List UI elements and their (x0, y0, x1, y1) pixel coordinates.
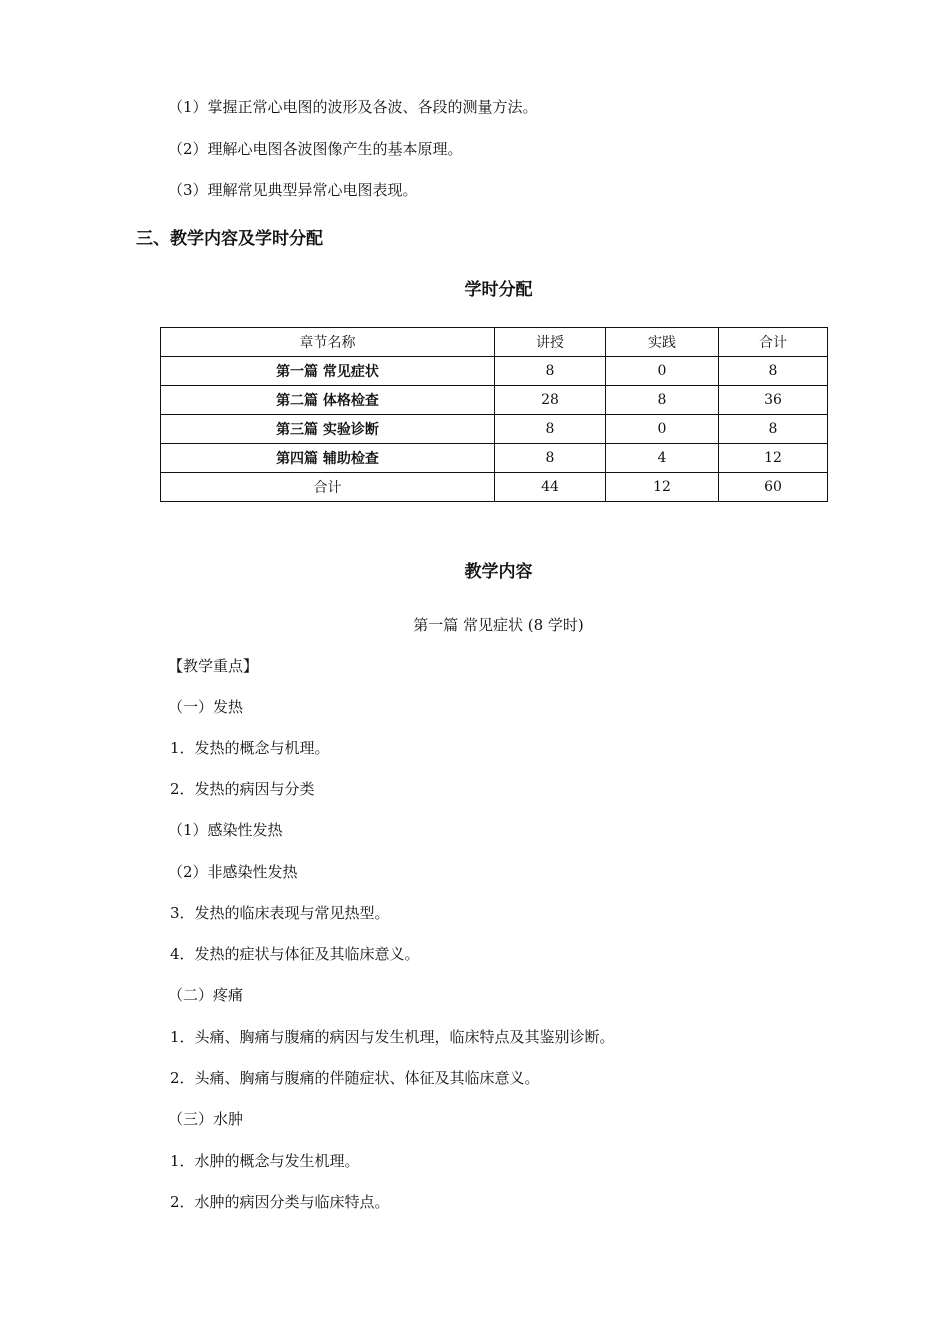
column-header: 章节名称 (161, 328, 495, 357)
table-cell: 合计 (161, 473, 495, 502)
objective-1: （1）掌握正常心电图的波形及各波、各段的测量方法。 (168, 98, 538, 116)
table-cell: 36 (719, 386, 828, 415)
table-cell: 第一篇 常见症状 (161, 357, 495, 386)
table-row (161, 357, 828, 386)
table-row (161, 444, 828, 473)
table-row (161, 415, 828, 444)
table-cell: 第四篇 辅助检查 (161, 444, 495, 473)
table-cell: 第三篇 实验诊断 (161, 415, 495, 444)
section-heading: 三、教学内容及学时分配 (136, 229, 323, 249)
table-cell: 8 (719, 415, 828, 444)
table-header-row (161, 328, 828, 357)
table-cell: 8 (719, 357, 828, 386)
subsection-heading: （一）发热 (168, 698, 244, 716)
content-title: 教学内容 (464, 562, 533, 582)
table-cell: 8 (495, 415, 606, 444)
content-item: 1．头痛、胸痛与腹痛的病因与发生机理，临床特点及其鉴别诊断。 (170, 1028, 615, 1046)
table-cell: 12 (606, 473, 719, 502)
content-item: 2．头痛、胸痛与腹痛的伴随症状、体征及其临床意义。 (170, 1069, 540, 1087)
table-cell: 第二篇 体格检查 (161, 386, 495, 415)
table-cell: 8 (495, 357, 606, 386)
part-title: 第一篇 常见症状 (8 学时) (413, 616, 584, 634)
content-subitem: （1）感染性发热 (168, 821, 283, 839)
content-item: 1．水肿的概念与发生机理。 (170, 1152, 360, 1170)
table-row (161, 386, 828, 415)
hours-table-title: 学时分配 (464, 280, 533, 300)
content-item: 2．发热的病因与分类 (170, 780, 315, 798)
table-total-row (161, 473, 828, 502)
content-item: 1．发热的概念与机理。 (170, 739, 330, 757)
table-cell: 28 (495, 386, 606, 415)
subsection-heading: （二）疼痛 (168, 986, 244, 1004)
column-header: 合计 (719, 328, 828, 357)
content-item: 4．发热的症状与体征及其临床意义。 (170, 945, 420, 963)
objective-3: （3）理解常见典型异常心电图表现。 (168, 181, 418, 199)
hours-table (160, 327, 828, 502)
column-header: 实践 (606, 328, 719, 357)
column-header: 讲授 (495, 328, 606, 357)
table-cell: 44 (495, 473, 606, 502)
subsection-heading: （三）水肿 (168, 1110, 244, 1128)
objective-2: （2）理解心电图各波图像产生的基本原理。 (168, 140, 463, 158)
table-cell: 8 (495, 444, 606, 473)
table-cell: 12 (719, 444, 828, 473)
table-cell: 0 (606, 415, 719, 444)
teaching-focus-label: 【教学重点】 (168, 657, 259, 675)
content-item: 3．发热的临床表现与常见热型。 (170, 904, 390, 922)
table-cell: 0 (606, 357, 719, 386)
table-cell: 60 (719, 473, 828, 502)
table-cell: 4 (606, 444, 719, 473)
table-cell: 8 (606, 386, 719, 415)
content-item: 2．水肿的病因分类与临床特点。 (170, 1193, 390, 1211)
content-subitem: （2）非感染性发热 (168, 863, 298, 881)
